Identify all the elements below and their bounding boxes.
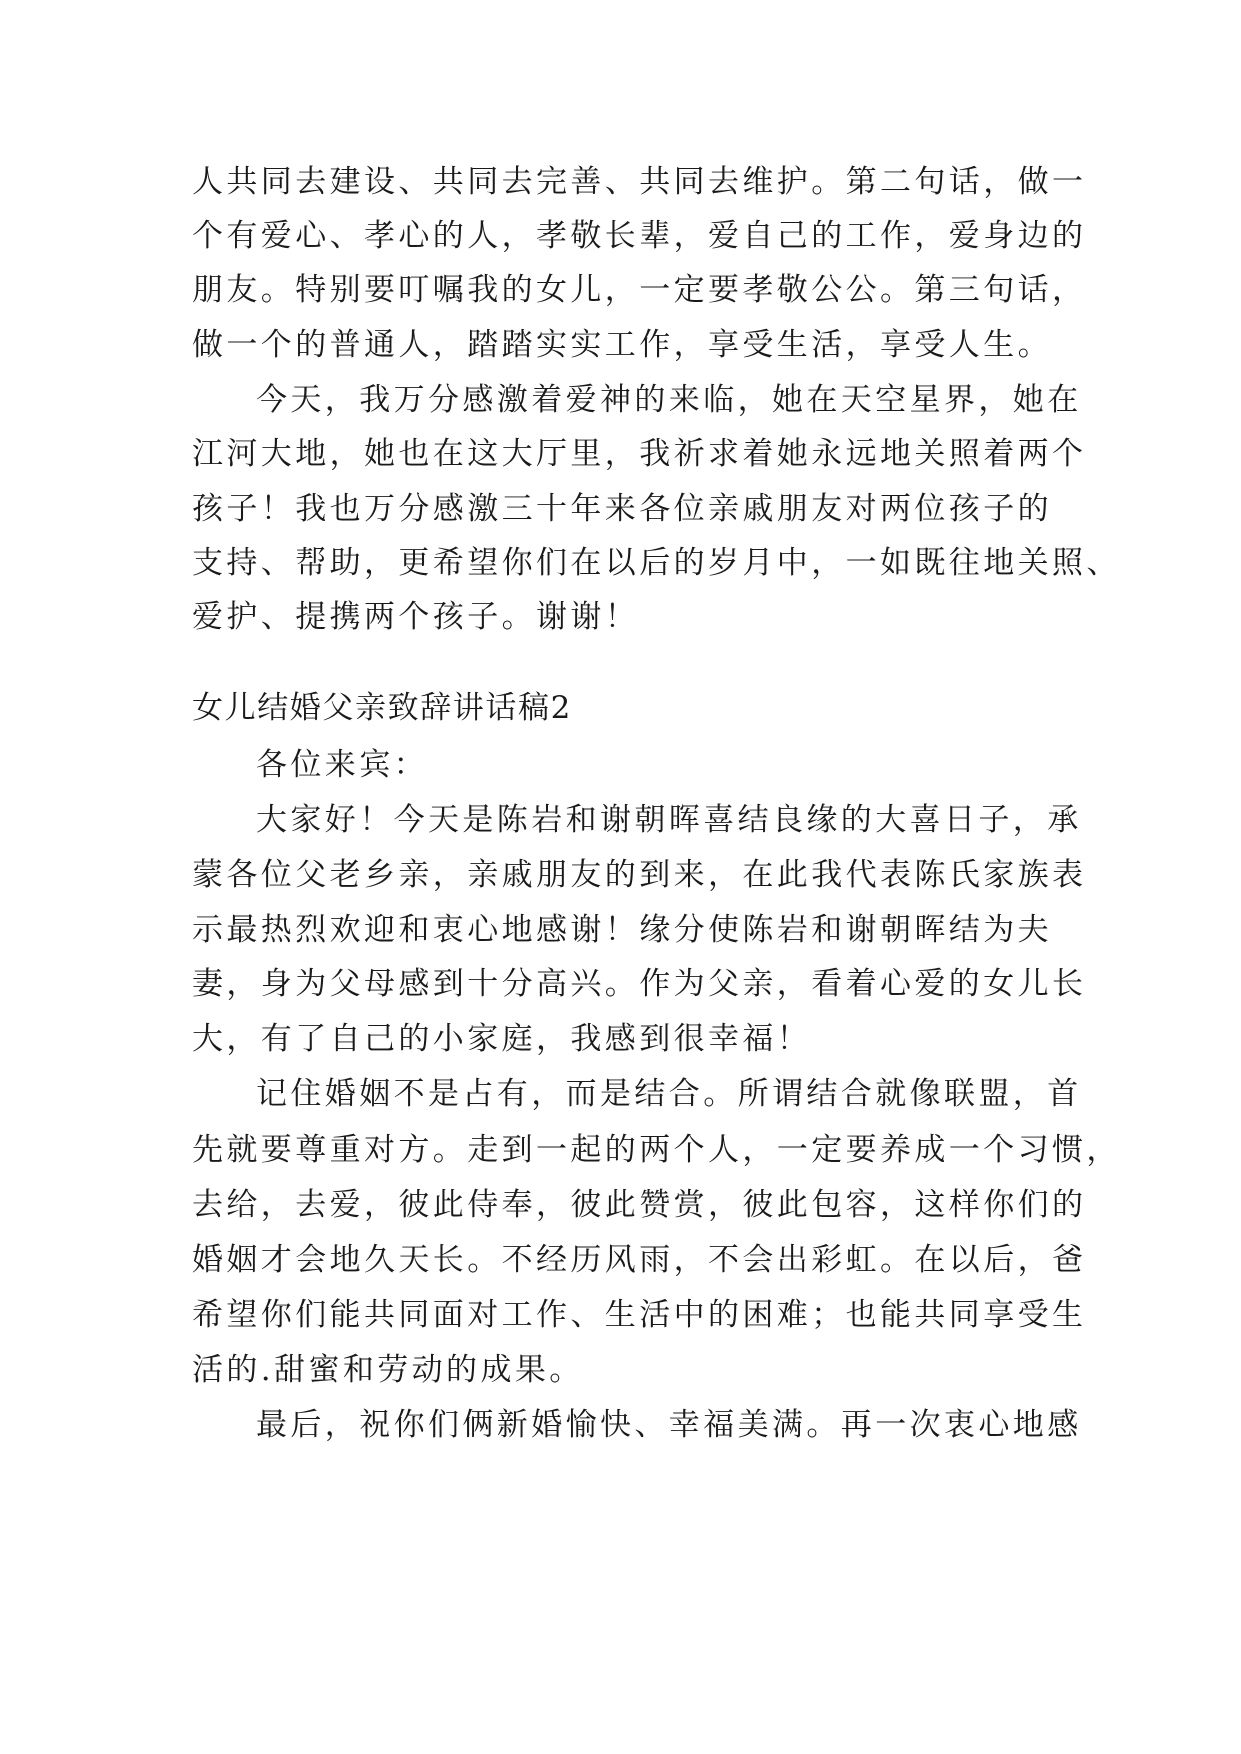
text-line: 去给，去爱，彼此侍奉，彼此赞赏，彼此包容，这样你们的: [192, 1187, 1087, 1223]
text-line: 今天，我万分感激着爱神的来临，她在天空星界，她在: [256, 382, 1082, 418]
text-line: 示最热烈欢迎和衷心地感谢！缘分使陈岩和谢朝晖结为夫: [192, 912, 1052, 948]
text-line: 希望你们能共同面对工作、生活中的困难；也能共同享受生: [192, 1297, 1087, 1333]
text-line: 最后，祝你们俩新婚愉快、幸福美满。再一次衷心地感: [256, 1407, 1082, 1443]
text-line: 妻，身为父母感到十分高兴。作为父亲，看着心爱的女儿长: [192, 966, 1087, 1002]
text-line: 蒙各位父老乡亲，亲戚朋友的到来，在此我代表陈氏家族表: [192, 857, 1087, 893]
section-heading: 女儿结婚父亲致辞讲话稿2: [192, 690, 572, 726]
text-line: 支持、帮助，更希望你们在以后的岁月中，一如既往地关照、: [192, 545, 1121, 581]
text-line: 婚姻才会地久天长。不经历风雨，不会出彩虹。在以后，爸: [192, 1242, 1087, 1278]
text-line: 做一个的普通人，踏踏实实工作，享受生活，享受人生。: [192, 327, 1052, 363]
text-line: 爱护、提携两个孩子。谢谢！: [192, 599, 640, 635]
text-line: 先就要尊重对方。走到一起的两个人，一定要养成一个习惯，: [192, 1132, 1121, 1168]
text-line: 江河大地，她也在这大厅里，我祈求着她永远地关照着两个: [192, 436, 1087, 472]
text-line: 人共同去建设、共同去完善、共同去维护。第二句话，做一: [192, 164, 1087, 200]
text-line: 个有爱心、孝心的人，孝敬长辈，爱自己的工作，爱身边的: [192, 218, 1087, 254]
text-line: 大，有了自己的小家庭，我感到很幸福！: [192, 1021, 812, 1057]
text-line: 大家好！今天是陈岩和谢朝晖喜结良缘的大喜日子，承: [256, 802, 1082, 838]
text-line: 活的.甜蜜和劳动的成果。: [192, 1352, 584, 1388]
salutation: 各位来宾：: [256, 747, 428, 783]
text-line: 孩子！我也万分感激三十年来各位亲戚朋友对两位孩子的: [192, 491, 1052, 527]
text-line: 朋友。特别要叮嘱我的女儿，一定要孝敬公公。第三句话，: [192, 272, 1087, 308]
text-line: 记住婚姻不是占有，而是结合。所谓结合就像联盟，首: [256, 1076, 1082, 1112]
